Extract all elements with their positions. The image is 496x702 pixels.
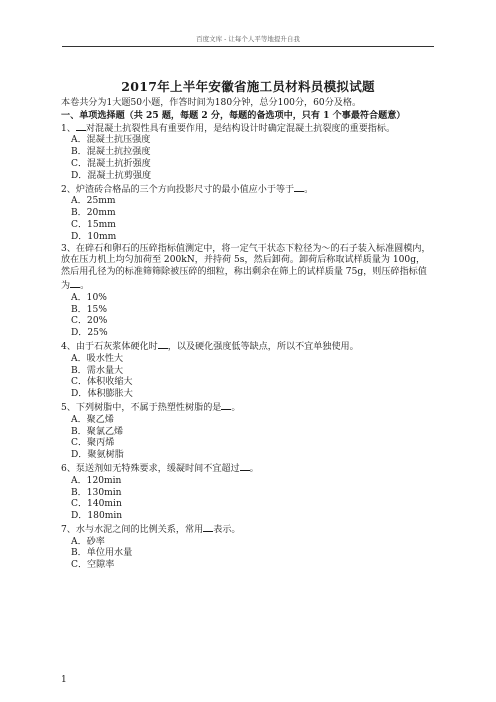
section-heading: 一、单项选择题（共 25 题，每题 2 分，每题的备选项中，只有 1 个事最符合题意） xyxy=(61,109,406,121)
question-stem xyxy=(61,523,434,537)
answer-option: D．25% xyxy=(71,328,108,339)
question-number: 7、 xyxy=(61,524,76,535)
question-stem xyxy=(61,183,434,197)
answer-blank xyxy=(158,340,168,349)
question-number: 6、 xyxy=(61,463,76,474)
answer-option: A．吸水性大 xyxy=(71,353,124,364)
question-tail: ，以及硬化强度低等缺点，所以不宜单独使用。 xyxy=(167,341,359,352)
question-tail: 。 xyxy=(249,463,259,474)
answer-option: A．25mm xyxy=(71,196,116,207)
answer-option: B．15% xyxy=(71,304,107,315)
question-text: 对混凝土抗裂性具有重要作用，是结构设计时确定混凝土抗裂度的重要指标。 xyxy=(85,123,396,134)
question-tail: 表示。 xyxy=(213,524,241,535)
question-list xyxy=(61,122,434,572)
answer-option: C．15mm xyxy=(71,219,116,230)
answer-option: D．10mm xyxy=(71,231,117,242)
question-number: 2、 xyxy=(61,184,76,195)
answer-option: D．体积膨胀大 xyxy=(71,389,133,400)
answer-blank xyxy=(76,122,86,131)
answer-option: B．需水量大 xyxy=(71,365,124,376)
answer-option: D．混凝土抗剪强度 xyxy=(71,170,152,181)
question-stem xyxy=(61,340,434,354)
answer-option: C．聚丙烯 xyxy=(71,438,115,449)
answer-blank xyxy=(240,462,250,471)
question-number: 1、 xyxy=(61,123,76,134)
answer-option: D．180min xyxy=(71,511,123,522)
question-tail: 。 xyxy=(304,184,314,195)
answer-option: C．体积收缩大 xyxy=(71,377,133,388)
answer-option: B．130min xyxy=(71,487,122,498)
question-text: 下列树脂中，不属于热塑性树脂的是 xyxy=(75,402,222,413)
page-number: 1 xyxy=(61,675,67,685)
answer-blank xyxy=(70,279,80,288)
question-text: 在碎石和卵石的压碎指标值测定中，将一定气干状态下粒径为～的石子装入标准圆模内，放在压力机上均匀加荷至 200kN，并持荷 5s，然后卸荷。卸荷后称取试样质量为 100g，然后用孔径为的标准筛筛除被压碎的细粒，称出剩余在筛上的试样质量 75g，则压碎指标值为 xyxy=(61,243,431,291)
question-text: 炉渣砖合格品的三个方向投影尺寸的最小值应小于等于 xyxy=(75,184,295,195)
intro-text: 本卷共分为1大题50小题，作答时间为180分钟，总分100分，60分及格。 xyxy=(61,98,362,108)
question-text: 水与水泥之间的比例关系，常用 xyxy=(75,524,204,535)
answer-option: D．聚氨树脂 xyxy=(71,450,124,461)
question-stem xyxy=(61,401,434,415)
answer-option: A．120min xyxy=(71,475,122,486)
answer-option: C．140min xyxy=(71,499,122,510)
question-stem xyxy=(61,244,434,293)
answer-option: A．混凝土抗压强度 xyxy=(71,135,151,146)
answer-option: A．聚乙烯 xyxy=(71,414,114,425)
page-header: 百度文库 - 让每个人平等地提升自我 xyxy=(62,34,434,47)
document-body xyxy=(61,98,434,572)
document-title: 2017年上半年安徽省施工员材料员模拟试题 xyxy=(121,79,375,94)
answer-option: C．空隙率 xyxy=(71,560,115,571)
question-stem xyxy=(61,462,434,476)
answer-option: B．单位用水量 xyxy=(71,548,133,559)
question-text: 泵送剂如无特殊要求，缓凝时间不宜超过 xyxy=(75,463,240,474)
answer-blank xyxy=(221,401,231,410)
question-number: 4、 xyxy=(61,341,76,352)
answer-option: C．20% xyxy=(71,316,108,327)
answer-option: A．砂率 xyxy=(71,536,105,547)
question-stem xyxy=(61,122,434,136)
answer-option: B．20mm xyxy=(71,208,116,219)
question-number: 5、 xyxy=(61,402,76,413)
answer-option: B．混凝土抗拉强度 xyxy=(71,147,151,158)
answer-option: B．聚氯乙烯 xyxy=(71,426,124,437)
question-tail: 。 xyxy=(231,402,241,413)
question-tail: 。 xyxy=(80,280,90,291)
answer-option: A．10% xyxy=(71,292,107,303)
question-number: 3、 xyxy=(61,243,76,254)
answer-option: C．混凝土抗折强度 xyxy=(71,158,151,169)
answer-blank xyxy=(294,183,304,192)
answer-blank xyxy=(203,523,213,532)
question-text: 由于石灰浆体硬化时 xyxy=(75,341,158,352)
